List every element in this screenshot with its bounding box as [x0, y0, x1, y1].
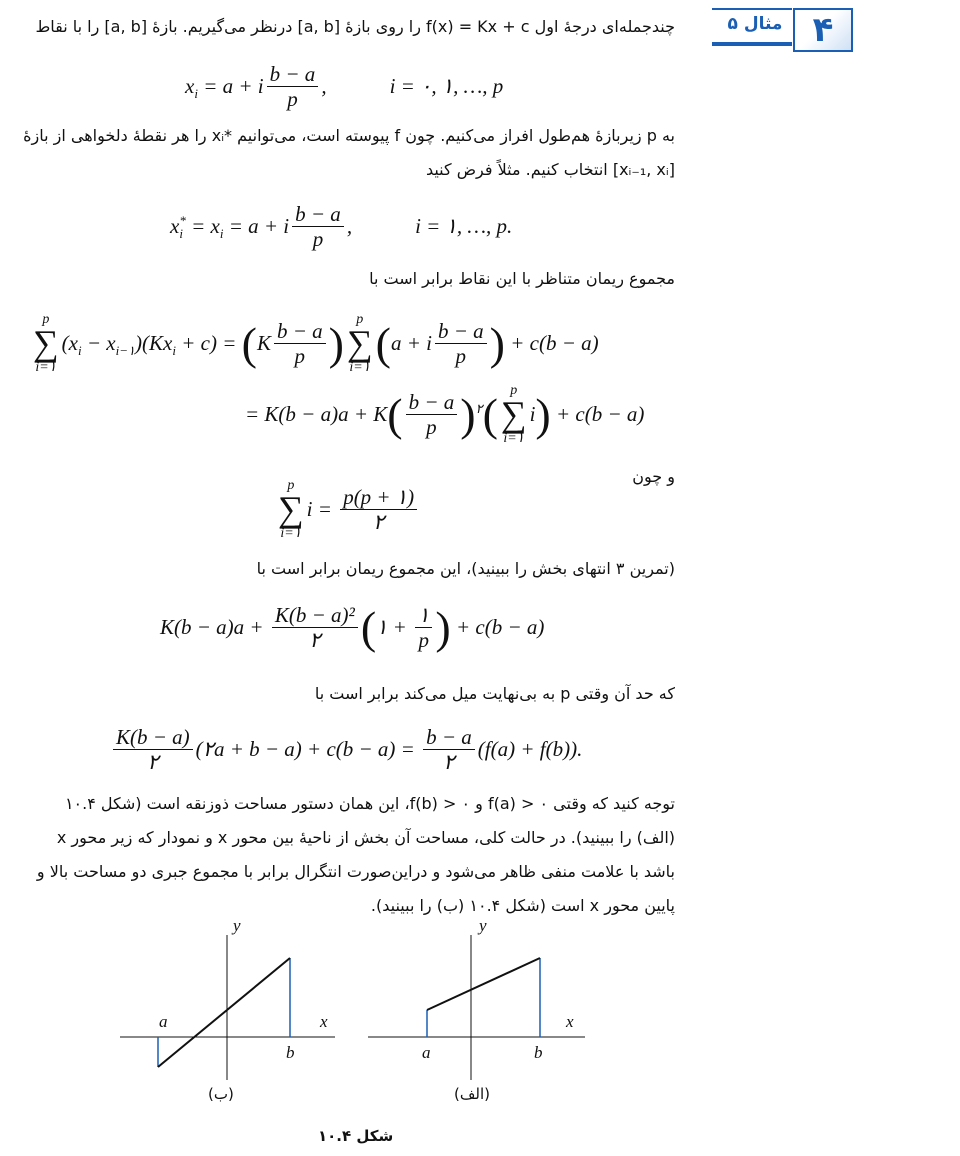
- paragraph-line: به p زیربازهٔ هم‌طول افراز می‌کنیم. چون f پیوسته است، می‌توانیم *xᵢ را هر نقطهٔ دلخواهی از بازهٔ: [23, 126, 675, 145]
- math-text: )(Kx: [135, 331, 173, 356]
- subscript: i: [219, 225, 224, 241]
- subscript: i: [172, 342, 176, 358]
- denominator: p: [426, 415, 437, 440]
- paragraph-line: باشد با علامت منفی ظاهر می‌شود و دراین‌صورت انتگرال برابر با مجموع جبری دو مساحت بالا و: [36, 862, 675, 881]
- denominator: ۲: [309, 628, 321, 653]
- math-text: + c(b − a): [450, 615, 545, 640]
- sum-lower-limit: i=۱: [35, 359, 57, 375]
- paragraph-line: (الف) را ببینید). در حالت کلی، مساحت آن بخش از ناحیهٔ بین محور x و نمودار که زیر محور x: [56, 828, 675, 847]
- numerator: K(b − a): [113, 725, 193, 750]
- subscript: i: [78, 342, 82, 358]
- big-paren: (: [375, 317, 391, 369]
- numerator: K(b − a)²: [272, 603, 358, 628]
- function-line: [158, 958, 290, 1067]
- paragraph-line: چندجمله‌ای درجهٔ اول f(x) = Kx + c را روی بازهٔ [a, b] درنظر می‌گیریم. بازهٔ [a, b] را با نقاط: [35, 17, 675, 36]
- math-text: = a + i: [223, 214, 290, 239]
- big-paren: (: [482, 388, 498, 440]
- math-text: ۱ +: [376, 615, 413, 640]
- math-text: (x: [61, 331, 78, 356]
- denominator: p: [418, 628, 429, 653]
- paragraph-line: مجموع ریمان متناظر با این نقاط برابر است با: [369, 269, 675, 288]
- subscript: i−۱: [115, 342, 135, 358]
- sum-upper-limit: p: [356, 312, 364, 327]
- section-number-badge: ۴: [793, 8, 853, 52]
- denominator: ۲: [443, 750, 455, 775]
- big-paren: (: [387, 388, 403, 440]
- math-text: + c(b − a): [550, 402, 645, 427]
- numerator: b − a: [292, 202, 344, 227]
- numerator: b − a: [406, 390, 458, 415]
- y-axis-label: y: [479, 916, 487, 935]
- big-paren: ): [489, 317, 505, 369]
- sum-upper-limit: p: [42, 312, 50, 327]
- math-text: (۲a + b − a) + c(b − a) =: [195, 737, 421, 762]
- denominator: p: [294, 344, 306, 369]
- subscript: i: [179, 225, 183, 241]
- big-paren: ): [435, 601, 451, 653]
- numerator: p(p + ۱): [340, 485, 417, 510]
- numerator: b − a: [435, 319, 487, 344]
- paragraph-line: و چون: [632, 467, 675, 486]
- denominator: p: [287, 87, 298, 112]
- denominator: p: [312, 227, 324, 252]
- y-axis-label: y: [233, 916, 241, 935]
- sum-lower-limit: i=۱: [280, 525, 302, 541]
- a-label: a: [159, 1012, 168, 1031]
- b-label: b: [534, 1043, 543, 1062]
- paragraph-line: [xᵢ₋₁, xᵢ] انتخاب کنیم. مثلاً فرض کنید: [425, 160, 675, 179]
- sigma-symbol: ∑: [278, 489, 304, 530]
- subfigure-caption: (الف): [454, 1085, 490, 1103]
- math-text: + c(b − a): [504, 331, 599, 356]
- paragraph-line: توجه کنید که وقتی ۰ < f(a) و ۰ < f(b)، این همان دستور مساحت ذوزنقه است (شکل ۱۰.۴: [64, 794, 675, 813]
- graph-right: [368, 935, 585, 1080]
- math-text: a + i: [390, 331, 432, 356]
- math-text: = K(b − a)a + K: [245, 402, 388, 427]
- numerator: ۱: [415, 603, 432, 628]
- big-paren: (: [360, 601, 377, 653]
- numerator: b − a: [267, 62, 319, 87]
- big-paren: ): [460, 388, 476, 440]
- paragraph-line: پایین محور x است (شکل ۱۰.۴ (ب) را ببینید).: [370, 896, 675, 915]
- sigma-symbol: ∑: [33, 323, 59, 364]
- superscript: *: [179, 212, 186, 228]
- math-text: , i = ۱, …, p.: [346, 214, 513, 239]
- math-text: K: [256, 331, 271, 356]
- figure-caption: شکل ۱۰.۴: [318, 1127, 394, 1145]
- math-text: i =: [306, 497, 338, 522]
- subfigure-caption: (ب): [208, 1085, 234, 1103]
- paragraph-line: (تمرین ۳ انتهای بخش را ببینید)، این مجموع ریمان برابر است با: [256, 559, 675, 578]
- sum-lower-limit: i=۱: [503, 430, 525, 446]
- sum-upper-limit: p: [287, 478, 295, 493]
- paragraph-line: که حد آن وقتی p به بی‌نهایت میل می‌کند برابر است با: [314, 684, 675, 703]
- math-text: , i = ۰, ۱, …, p: [321, 74, 504, 99]
- sigma-symbol: ∑: [346, 323, 373, 364]
- b-label: b: [286, 1043, 295, 1062]
- math-text: = x: [185, 214, 220, 239]
- numerator: b − a: [274, 319, 326, 344]
- sum-lower-limit: i=۱: [349, 359, 371, 375]
- subscript: i: [194, 85, 198, 101]
- math-text: i: [529, 402, 536, 427]
- x-axis-label: x: [320, 1012, 328, 1031]
- example-title: مثال ۵: [727, 14, 783, 34]
- denominator: ۲: [147, 750, 159, 775]
- numerator: b − a: [423, 725, 475, 750]
- math-text: K(b − a)a +: [160, 615, 269, 640]
- sigma-symbol: ∑: [500, 394, 527, 435]
- math-text: (f(a) + f(b)).: [477, 737, 583, 762]
- math-text: = a + i: [197, 74, 264, 99]
- math-text: + c) =: [175, 331, 242, 356]
- denominator: ۲: [373, 510, 385, 535]
- math-text: x: [170, 214, 180, 239]
- graph-left: [120, 935, 335, 1080]
- math-text: − x: [81, 331, 116, 356]
- math-text: x: [185, 74, 195, 99]
- a-label: a: [422, 1043, 431, 1062]
- sum-upper-limit: p: [510, 383, 518, 398]
- x-axis-label: x: [566, 1012, 574, 1031]
- big-paren: ): [328, 317, 344, 369]
- denominator: p: [455, 344, 467, 369]
- superscript: ۲: [475, 400, 483, 416]
- big-paren: ): [535, 388, 551, 440]
- function-line: [427, 958, 540, 1010]
- big-paren: (: [241, 317, 257, 369]
